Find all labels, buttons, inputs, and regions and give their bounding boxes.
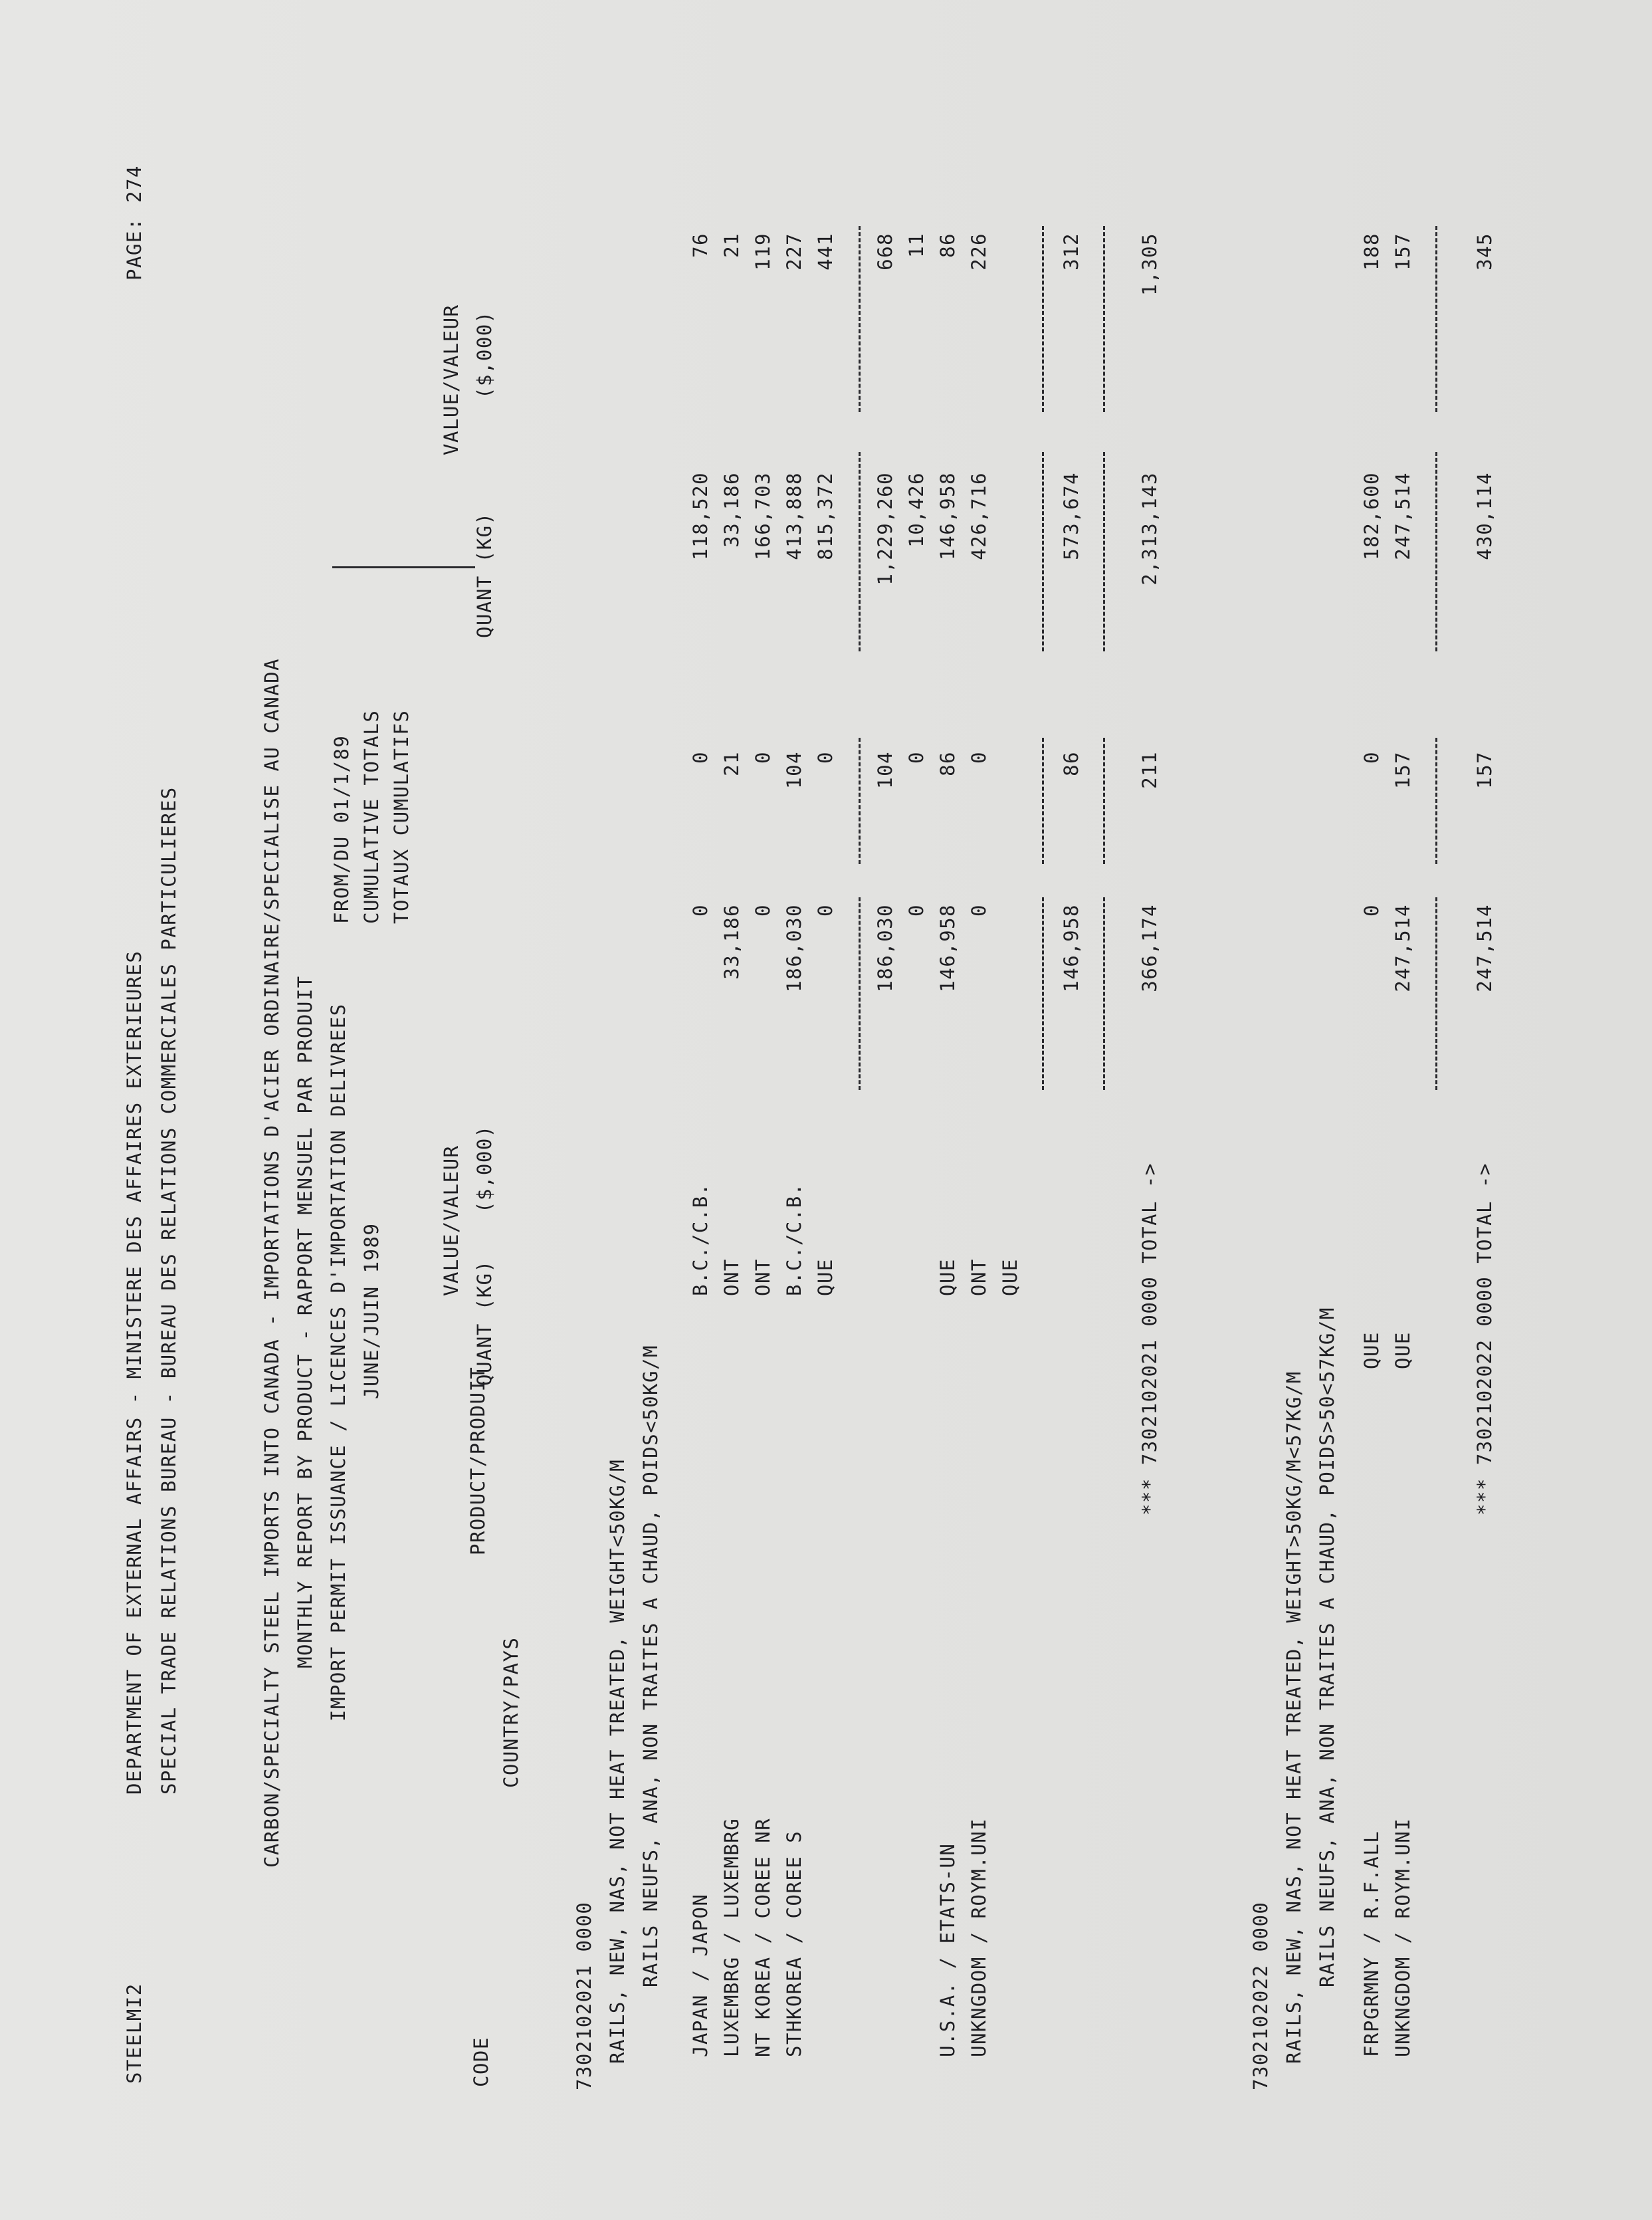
row-value: 0 xyxy=(1360,751,1383,764)
row-cumulative-quantity: 247,514 xyxy=(1392,472,1414,560)
section-total-quantity: 247,514 xyxy=(1473,904,1496,992)
page-label: PAGE: xyxy=(123,217,146,280)
section-total-quantity: 366,174 xyxy=(1138,904,1161,992)
subtotal-rule xyxy=(859,897,861,1090)
row-value: 0 xyxy=(689,751,712,764)
column-header-value-units: ($,000) xyxy=(473,1125,496,1213)
column-header-cumulative-quantity: QUANT (KG) xyxy=(473,512,496,638)
report-title: CARBON/SPECIALTY STEEL IMPORTS INTO CANADA - IMPORTATIONS D'ACIER ORDINAIRE/SPECIALISE AU CANADA xyxy=(260,657,283,1868)
row-value: 0 xyxy=(752,751,774,764)
section-total-cumulative-quantity: 2,313,143 xyxy=(1138,472,1161,586)
subtotal-rule xyxy=(859,738,861,864)
row-quantity: 0 xyxy=(814,904,837,917)
row-country: JAPAN / JAPON xyxy=(689,1893,712,2057)
row-cumulative-value: 21 xyxy=(720,233,743,258)
section-total-cumulative-value: 1,305 xyxy=(1138,233,1161,296)
row-country: FRPGRMNY / R.F.ALL xyxy=(1360,1830,1383,2057)
row-province: B.C./C.B. xyxy=(689,1182,712,1296)
row-quantity: 0 xyxy=(1360,904,1383,917)
row-quantity: 0 xyxy=(689,904,712,917)
report-id: STEELMI2 xyxy=(123,1983,146,2084)
row-province: B.C./C.B. xyxy=(783,1182,805,1296)
row-country: U.S.A. / ETATS-UN xyxy=(936,1842,959,2057)
column-header-product: PRODUCT/PRODUIT xyxy=(466,1366,489,1555)
row-cumulative-quantity: 182,600 xyxy=(1360,472,1383,560)
column-header-cumulative-value: VALUE/VALEUR xyxy=(440,304,463,455)
row-cumulative-quantity: 146,958 xyxy=(936,472,959,560)
row-cumulative-value: 226 xyxy=(968,233,990,271)
subtotal-cumulative-value: 312 xyxy=(1060,233,1083,271)
total-rule xyxy=(1435,226,1437,412)
subtotal-rule xyxy=(859,452,861,651)
subtotal-cumulative-quantity: 1,229,260 xyxy=(874,472,896,586)
row-province: QUE xyxy=(1360,1331,1383,1369)
cumulative-totals-fr: TOTAUX CUMULATIFS xyxy=(390,709,413,924)
subtotal-rule xyxy=(1042,226,1044,412)
row-cumulative-value: 76 xyxy=(689,233,712,258)
row-value: 104 xyxy=(783,751,805,789)
section-description-fr: RAILS NEUFS, ANA, NON TRAITES A CHAUD, POIDS>50<57KG/M xyxy=(1316,1307,1338,1987)
section-description-en: RAILS, NEW, NAS, NOT HEAT TREATED, WEIGHT<50KG/M xyxy=(606,1458,629,2064)
section-description-en: RAILS, NEW, NAS, NOT HEAT TREATED, WEIGHT>50KG/M<57KG/M xyxy=(1283,1371,1305,2064)
subtotal-quantity: 146,958 xyxy=(1060,904,1083,992)
column-header-quantity: QUANT (KG) xyxy=(473,1260,496,1386)
subtotal-cumulative-value: 668 xyxy=(874,233,896,271)
row-quantity: 0 xyxy=(968,904,990,917)
row-value: 21 xyxy=(720,751,743,776)
subtotal-value: 104 xyxy=(874,751,896,789)
subtotal-cumulative-quantity: 573,674 xyxy=(1060,472,1083,560)
row-cumulative-quantity: 33,186 xyxy=(720,472,743,548)
section-total-cumulative-quantity: 430,114 xyxy=(1473,472,1496,560)
cumulative-divider xyxy=(332,566,475,568)
subtotal-value: 86 xyxy=(1060,751,1083,776)
row-cumulative-quantity: 426,716 xyxy=(968,472,990,560)
row-cumulative-quantity: 413,888 xyxy=(783,472,805,560)
row-value: 157 xyxy=(1392,751,1414,789)
subtotal-rule xyxy=(1042,738,1044,864)
section-code: 7302102022 0000 xyxy=(1249,1901,1272,2090)
section-total-value: 157 xyxy=(1473,751,1496,789)
row-cumulative-value: 188 xyxy=(1360,233,1383,271)
subtotal-rule xyxy=(1042,452,1044,651)
subtotal-rule xyxy=(859,226,861,412)
total-rule xyxy=(1103,897,1105,1090)
total-rule xyxy=(1103,452,1105,651)
column-header-country: COUNTRY/PAYS xyxy=(500,1636,522,1788)
row-cumulative-quantity: 815,372 xyxy=(814,472,837,560)
row-province: QUE xyxy=(1392,1331,1414,1369)
row-province: QUE xyxy=(814,1258,837,1296)
row-cumulative-quantity: 166,703 xyxy=(752,472,774,560)
total-rule xyxy=(1435,452,1437,651)
section-description-fr: RAILS NEUFS, ANA, NON TRAITES A CHAUD, POIDS<50KG/M xyxy=(639,1345,662,1987)
row-quantity: 186,030 xyxy=(783,904,805,992)
row-cumulative-value: 86 xyxy=(936,233,959,258)
report-subtitle: MONTHLY REPORT BY PRODUCT - RAPPORT MENSUEL PAR PRODUIT xyxy=(294,975,316,1668)
row-quantity: 0 xyxy=(752,904,774,917)
row-province: ONT xyxy=(720,1258,743,1296)
row-quantity: 33,186 xyxy=(720,904,743,980)
row-value: 86 xyxy=(936,751,959,776)
section-total-cumulative-value: 345 xyxy=(1473,233,1496,271)
row-country: STHKOREA / COREE S xyxy=(783,1830,805,2057)
row-cumulative-value: 11 xyxy=(905,233,928,258)
report-period: JUNE/JUIN 1989 xyxy=(360,1222,383,1399)
row-province: ONT xyxy=(968,1258,990,1296)
subtotal-quantity: 186,030 xyxy=(874,904,896,992)
section-total-label: *** 7302102022 0000 TOTAL -> xyxy=(1473,1163,1496,1515)
column-header-cumulative-value-units: ($,000) xyxy=(473,310,496,399)
cumulative-totals-en: CUMULATIVE TOTALS xyxy=(360,709,383,924)
row-value: 0 xyxy=(968,751,990,764)
row-value: 0 xyxy=(814,751,837,764)
subtotal-rule xyxy=(1042,897,1044,1090)
total-rule xyxy=(1103,226,1105,412)
cumulative-from-date: FROM/DU 01/1/89 xyxy=(330,734,353,924)
row-country: LUXEMBRG / LUXEMBRG xyxy=(720,1817,743,2057)
section-total-value: 211 xyxy=(1138,751,1161,789)
row-country: NT KOREA / COREE NR xyxy=(752,1817,774,2057)
column-header-code: CODE xyxy=(470,2037,492,2087)
page-number: 274 xyxy=(123,165,146,203)
section-total-label: *** 7302102021 0000 TOTAL -> xyxy=(1138,1163,1161,1515)
row-cumulative-value: 119 xyxy=(752,233,774,271)
row-quantity: 146,958 xyxy=(936,904,959,992)
total-rule xyxy=(1435,897,1437,1090)
row-cumulative-quantity: 10,426 xyxy=(905,472,928,548)
row-value: 0 xyxy=(905,751,928,764)
row-province: QUE xyxy=(936,1258,959,1296)
row-cumulative-value: 157 xyxy=(1392,233,1414,271)
row-country: UNKNGDOM / ROYM.UNI xyxy=(968,1817,990,2057)
row-province: ONT xyxy=(752,1258,774,1296)
column-header-value: VALUE/VALEUR xyxy=(440,1145,463,1296)
row-quantity: 0 xyxy=(905,904,928,917)
report-subtitle-permits: IMPORT PERMIT ISSUANCE / LICENCES D'IMPORTATION DELIVREES xyxy=(327,1003,350,1721)
row-cumulative-quantity: 118,520 xyxy=(689,472,712,560)
row-cumulative-value: 441 xyxy=(814,233,837,271)
row-quantity: 247,514 xyxy=(1392,904,1414,992)
bureau-line: SPECIAL TRADE RELATIONS BUREAU - BUREAU DES RELATIONS COMMERCIALES PARTICULIERES xyxy=(157,786,180,1795)
total-rule xyxy=(1103,738,1105,864)
department-line: DEPARTMENT OF EXTERNAL AFFAIRS - MINISTERE DES AFFAIRES EXTERIEURES xyxy=(123,950,146,1795)
row-province: QUE xyxy=(999,1258,1021,1296)
row-cumulative-value: 227 xyxy=(783,233,805,271)
total-rule xyxy=(1435,738,1437,864)
row-country: UNKNGDOM / ROYM.UNI xyxy=(1392,1817,1414,2057)
section-code: 7302102021 0000 xyxy=(573,1901,595,2090)
